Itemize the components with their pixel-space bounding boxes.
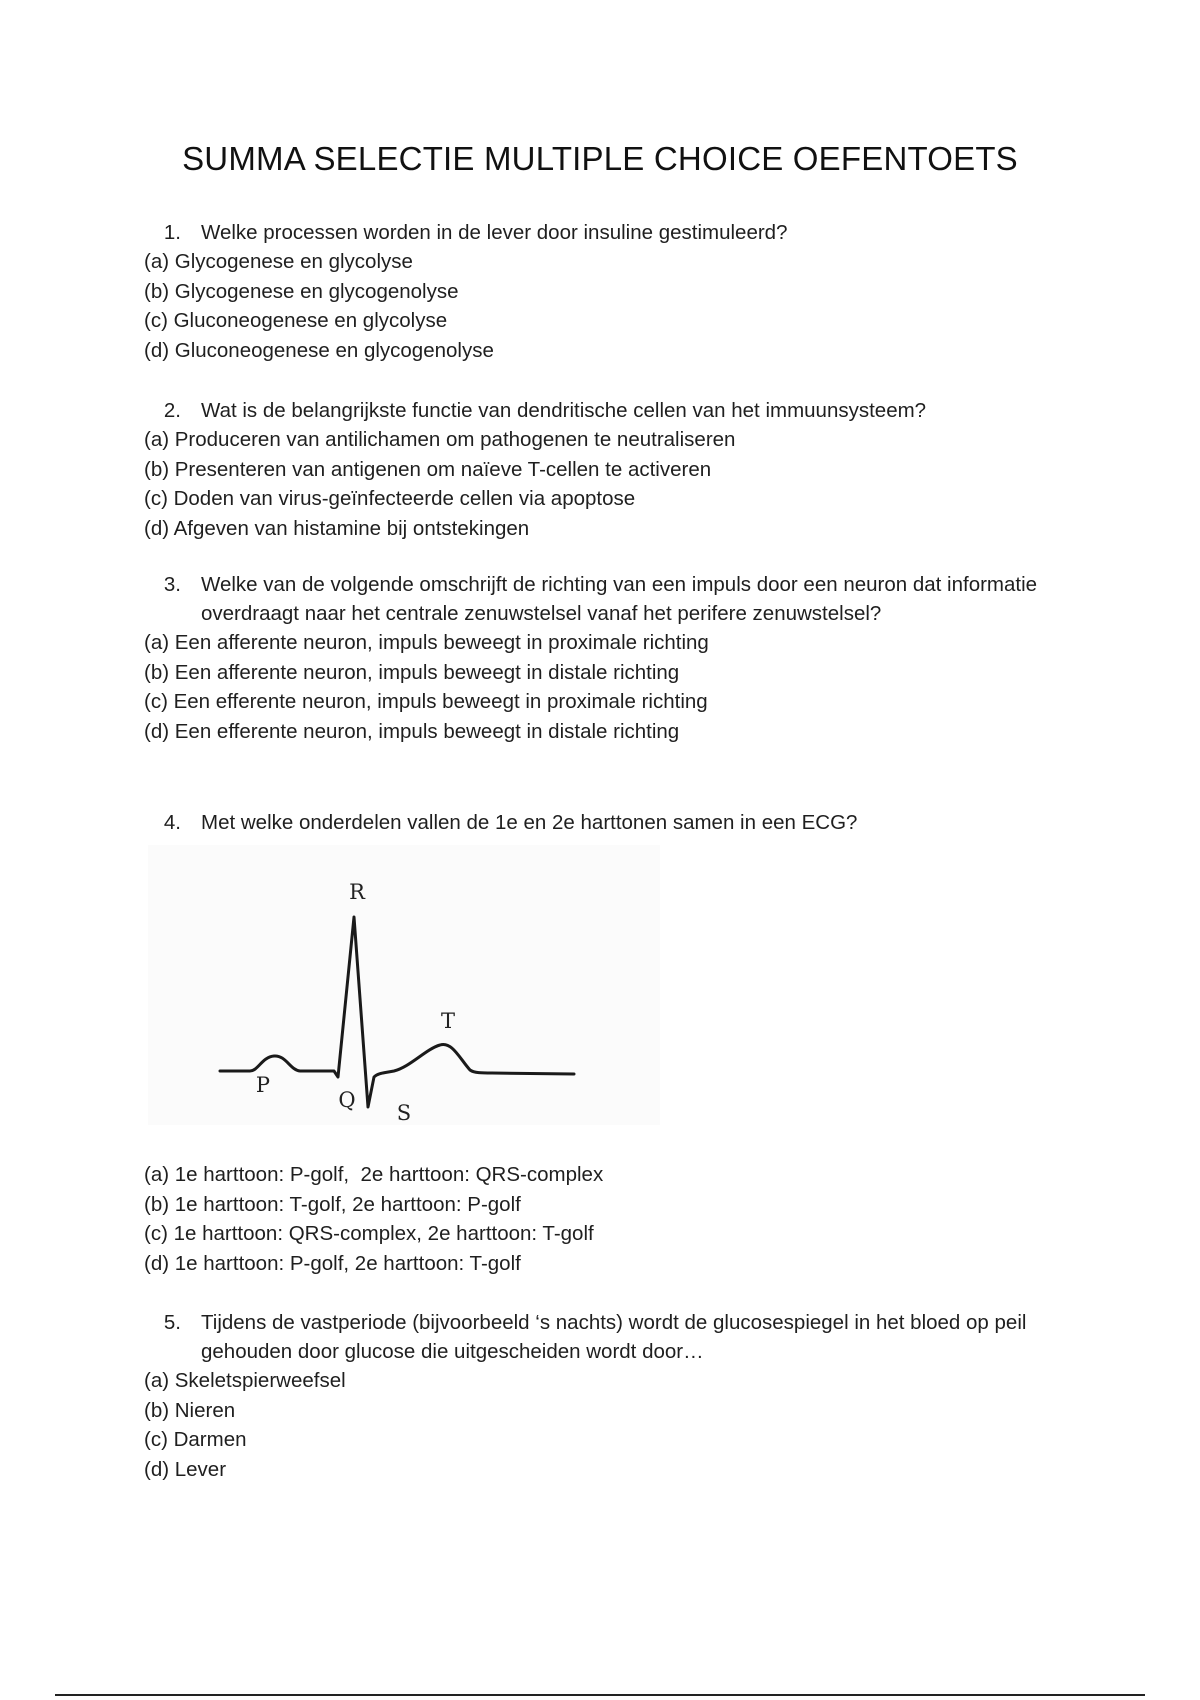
question-prompt: [145, 570, 1045, 628]
answer-option-b: (b) 1e harttoon: T-golf, 2e harttoon: P-golf: [144, 1192, 521, 1216]
question-number: 4.: [163, 811, 181, 834]
answer-option-c: (c) Darmen: [144, 1428, 247, 1451]
question-prompt: [145, 808, 1045, 837]
question-text: Welke processen worden in de lever door insuline gestimuleerd?: [201, 221, 788, 244]
ecg-label-s: S: [396, 1101, 412, 1125]
ecg-diagram: [148, 845, 660, 1125]
question-4: [145, 808, 1045, 837]
question-text: Welke van de volgende omschrijft de richting van een impuls door een neuron dat informatie overdraagt naar het centrale zenuwstelsel vanaf het perifere zenuwstelsel?: [201, 573, 1038, 625]
answer-option-d: (d) Gluconeogenese en glycogenolyse: [144, 338, 494, 362]
answer-option-d: (d) Afgeven van histamine bij ontstekingen: [144, 516, 530, 540]
question-number: 3.: [163, 573, 181, 596]
answer-option-d: (d) 1e harttoon: P-golf, 2e harttoon: T-golf: [144, 1251, 521, 1275]
answer-option-a: (a) Glycogenese en glycolyse: [144, 250, 413, 273]
answer-options: [144, 628, 1045, 746]
page-bottom-rule: [55, 1694, 1145, 1696]
answer-option-a: (a) Produceren van antilichamen om pathogenen te neutraliseren: [144, 428, 736, 451]
question-2: [145, 396, 1045, 543]
answer-options: [144, 247, 1045, 365]
question-number: 5.: [163, 1311, 181, 1334]
answer-option-b: (b) Presenteren van antigenen om naïeve T-cellen te activeren: [144, 457, 712, 481]
answer-options: [144, 1366, 1045, 1484]
answer-option-c: (c) Doden van virus-geïnfecteerde cellen via apoptose: [144, 487, 636, 510]
answer-option-d: (d) Een efferente neuron, impuls beweegt in distale richting: [144, 719, 680, 743]
question-text: Tijdens de vastperiode (bijvoorbeeld ‘s nachts) wordt de glucosespiegel in het bloed op peil gehouden door glucose die uitgescheiden wordt door…: [201, 1311, 1027, 1363]
answer-option-c: (c) 1e harttoon: QRS-complex, 2e harttoon: T-golf: [144, 1222, 594, 1245]
question-prompt: [145, 218, 1045, 247]
question-text: Wat is de belangrijkste functie van dendritische cellen van het immuunsysteem?: [201, 399, 927, 422]
question-number: 2.: [163, 399, 181, 422]
question-text: Met welke onderdelen vallen de 1e en 2e harttonen samen in een ECG?: [201, 811, 858, 834]
ecg-waveform: [220, 917, 574, 1107]
question-prompt: [145, 396, 1045, 425]
ecg-label-q: Q: [338, 1088, 356, 1112]
page-title: SUMMA SELECTIE MULTIPLE CHOICE OEFENTOETS: [182, 140, 1018, 177]
ecg-label-t: T: [440, 1009, 456, 1033]
answer-options: [144, 1160, 1045, 1278]
answer-options: [144, 425, 1045, 543]
answer-option-c: (c) Een efferente neuron, impuls beweegt in proximale richting: [144, 690, 708, 713]
question-number: 1.: [163, 221, 181, 244]
question-4-options: [145, 1160, 1045, 1278]
answer-option-b: (b) Een afferente neuron, impuls beweegt in distale richting: [144, 660, 680, 684]
answer-option-d: (d) Lever: [144, 1457, 227, 1481]
answer-option-b: (b) Glycogenese en glycogenolyse: [144, 279, 459, 303]
ecg-label-p: P: [255, 1073, 271, 1097]
ecg-label-r: R: [349, 880, 365, 904]
answer-option-b: (b) Nieren: [144, 1398, 236, 1422]
question-prompt: [145, 1308, 1045, 1366]
answer-option-c: (c) Gluconeogenese en glycolyse: [144, 309, 448, 332]
question-5: [145, 1308, 1045, 1484]
question-1: [145, 218, 1045, 365]
answer-option-a: (a) 1e harttoon: P-golf, 2e harttoon: QRS-complex: [144, 1163, 604, 1186]
answer-option-a: (a) Een afferente neuron, impuls beweegt in proximale richting: [144, 631, 709, 654]
answer-option-a: (a) Skeletspierweefsel: [144, 1369, 346, 1392]
question-3: [145, 570, 1045, 746]
